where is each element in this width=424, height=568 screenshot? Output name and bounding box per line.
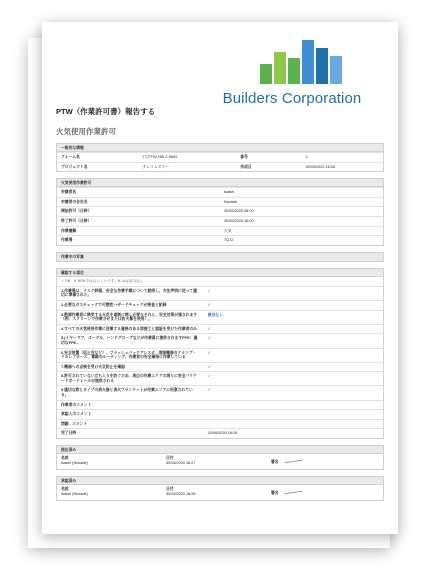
table-row (57, 162, 383, 172)
check-status: ✓ (207, 364, 211, 369)
check-text: 1.作業場は、リスク評価、安全な作業手順について説明し、方法声明に従って適切に準備された。 (61, 288, 197, 298)
check-status: ✓ (207, 350, 211, 355)
field-value: 30/05/2020 08:00 (224, 209, 254, 214)
table-row (57, 235, 383, 245)
field-value (204, 401, 212, 410)
field-value: テレコムタワー (142, 164, 170, 169)
field-value (204, 410, 212, 419)
date-label: 日付 (165, 487, 174, 492)
check-text: 8.許可されていない立ち入りを防ぐため、周辺の作業エリアの周りに安全バリケードボードレールが提供される (61, 374, 197, 383)
field-value: 火気 (224, 228, 232, 233)
general-info-section (56, 143, 384, 172)
check-item (57, 324, 383, 334)
check-status: ✓ (207, 302, 211, 307)
field-value: Isabel (224, 190, 235, 195)
table-row (57, 409, 383, 419)
table-row (57, 206, 383, 216)
check-text: 6.安全装置（返止弁など）、フラッシュバックアレスタ、溶接機器のクランプ・リカレフホース、電線のルーティング、作業者の安全確保に作業している (61, 350, 197, 360)
check-item (57, 362, 383, 372)
company-logo (202, 40, 382, 116)
field-label: 完了日時 (61, 431, 77, 436)
name-value: Isabel (Novade) (61, 491, 88, 496)
check-text: 7.機器への点検を受け火災防止を確認 (61, 364, 125, 369)
check-item (57, 371, 383, 385)
signature-label: 署名 (270, 460, 279, 465)
report-page (42, 22, 398, 534)
name-label: 名前 (61, 456, 69, 461)
check-status: ✓ (207, 326, 211, 331)
table-row (57, 400, 383, 410)
section-header: 一般的な情報 (57, 144, 383, 152)
field-label: フォーム名 (61, 155, 80, 159)
field-value (204, 420, 212, 429)
field-label: プロジェクト名 (61, 164, 88, 169)
field-label: 承認人のコメント (61, 412, 92, 417)
field-label: 作業場 (61, 238, 73, 243)
field-value: 02/06/2020 16:26 (207, 431, 238, 436)
logo-text: Builders Corporation (222, 90, 362, 107)
check-item (57, 348, 383, 362)
check-text: 5.(イヤーマフ、ゴーグル、ハンドグローブなどが作業員に提供されますPPE：適切なPPE... (61, 336, 198, 345)
field-label: 作成日 (240, 164, 252, 169)
submitted-section (56, 445, 384, 470)
field-value: 7Q72 (224, 238, 234, 243)
check-status: ✓ (207, 288, 211, 293)
check-text: 2.必要なガスチェックで可燃性ハザードチェックが検査と記録 (61, 302, 167, 307)
name-label: 名前 (61, 487, 69, 492)
date-value: 30/05/2020 16:27 (165, 460, 196, 465)
field-label: 閉鎖 - コメント (61, 421, 88, 426)
check-item (57, 286, 383, 300)
field-label: 作業種類 (61, 228, 77, 233)
check-item (57, 385, 383, 399)
field-value: 30/05/2020 16:00 (224, 218, 254, 223)
table-row (57, 419, 383, 429)
signature-image (284, 454, 303, 463)
field-label: 終了許可（日時） (61, 218, 92, 223)
check-item (57, 300, 383, 310)
field-label: 申請者の会社名 (61, 199, 88, 204)
field-label: 開始許可（日時） (61, 209, 92, 214)
signature-label: 署名 (270, 491, 279, 496)
table-row (57, 428, 383, 438)
report-title: PTW（作業許可書）報告する (56, 107, 156, 116)
permit-section (56, 178, 384, 246)
approved-section (56, 476, 384, 501)
legend-note: ✓ OK、✗ NOKではないことです。N / Aは該当なし (61, 278, 144, 283)
check-status: ✓ (207, 336, 211, 341)
check-status: 該当なし (207, 312, 223, 317)
table-row (57, 197, 383, 207)
check-status: ✓ (207, 388, 211, 393)
field-value: TT-PTW-HW-2-0604 (142, 155, 178, 159)
name-value: Isabel (Novade) (61, 460, 88, 465)
report-subtitle: 火気使用作業許可 (56, 127, 116, 136)
check-text: 4.すべての火気使用作業に従事する資格のある溶接工と認証を受けた作業者のみ (61, 326, 197, 331)
section-header: 確認する項目 (57, 269, 383, 277)
section-header: 承認済み (57, 477, 383, 485)
table-row (57, 187, 383, 197)
field-value: 2 (305, 155, 308, 159)
table-row (57, 216, 383, 226)
signature-row (57, 454, 383, 469)
section-header: 提出済み (57, 446, 383, 454)
check-text: 3.熱源作業者に換気する火花を遮断に関し必要なそれと、安全対策が施されます（例：スクリーンで作業させまたは防火幕を使用）。 (61, 312, 198, 322)
field-value: Novade (224, 199, 238, 204)
table-row (57, 152, 383, 162)
date-label: 日付 (165, 456, 174, 461)
date-value: 30/05/2020 16:28 (165, 491, 196, 496)
section-header: 火気使用作業許可 (57, 179, 383, 187)
check-item (57, 310, 383, 324)
logo-bars (260, 40, 342, 84)
signature-row (57, 485, 383, 500)
field-label: 申請者名 (61, 190, 77, 195)
checks-section (56, 268, 384, 439)
section-header: 作業中の写真 (57, 253, 383, 261)
check-status: ✓ (207, 374, 211, 379)
check-item (57, 333, 383, 347)
field-label: 作業者のコメント (61, 402, 92, 407)
photos-section (56, 252, 384, 262)
field-label: 番号 (240, 155, 248, 159)
field-value: 30/05/2020 16:26 (305, 164, 336, 169)
check-text: 9.適切な数とタイプの消火器と消火ブランケットが作業エリアに用意されている。 (61, 388, 193, 398)
signature-image (284, 485, 303, 494)
table-row (57, 226, 383, 236)
